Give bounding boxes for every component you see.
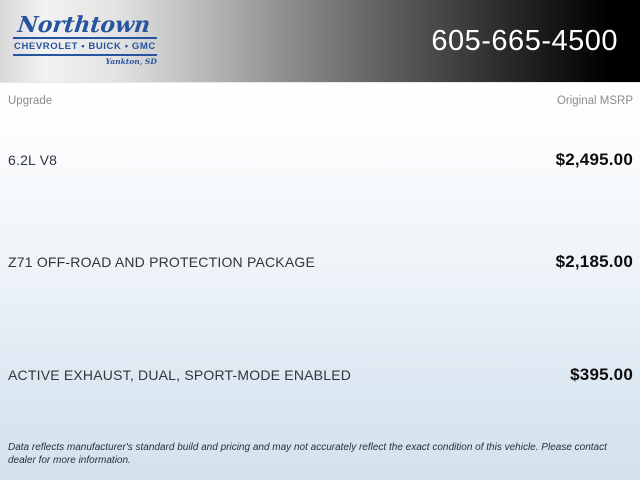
column-header-original-msrp: Original MSRP [556,95,633,107]
table-row [0,149,640,171]
table-row [0,251,640,273]
column-header-upgrade: Upgrade [8,95,53,107]
dealer-phone-number: 605-665-4500 [431,24,618,57]
dealership-name: Northtown [16,11,152,38]
dealership-brands: CHEVROLET • BUICK • GMC [13,37,157,56]
upgrade-price: $2,185.00 [555,252,633,271]
upgrade-label: 6.2L V8 [8,152,58,168]
column-header-row [0,94,640,108]
upgrades-list [0,82,640,480]
upgrade-price: $395.00 [570,365,633,384]
header-bar [0,0,640,82]
dealership-logo [13,11,157,67]
upgrade-label: Z71 OFF-ROAD AND PROTECTION PACKAGE [8,254,316,270]
dealership-location: Yankton, SD [105,56,157,66]
upgrade-price: $2,495.00 [555,150,633,169]
disclaimer-text: Data reflects manufacturer's standard build and pricing and may not accurately reflect the exact condition of this vehicle. Please contact dealer for more information. [8,442,607,466]
table-row [0,364,640,386]
upgrade-label: ACTIVE EXHAUST, DUAL, SPORT-MODE ENABLED [8,367,352,383]
